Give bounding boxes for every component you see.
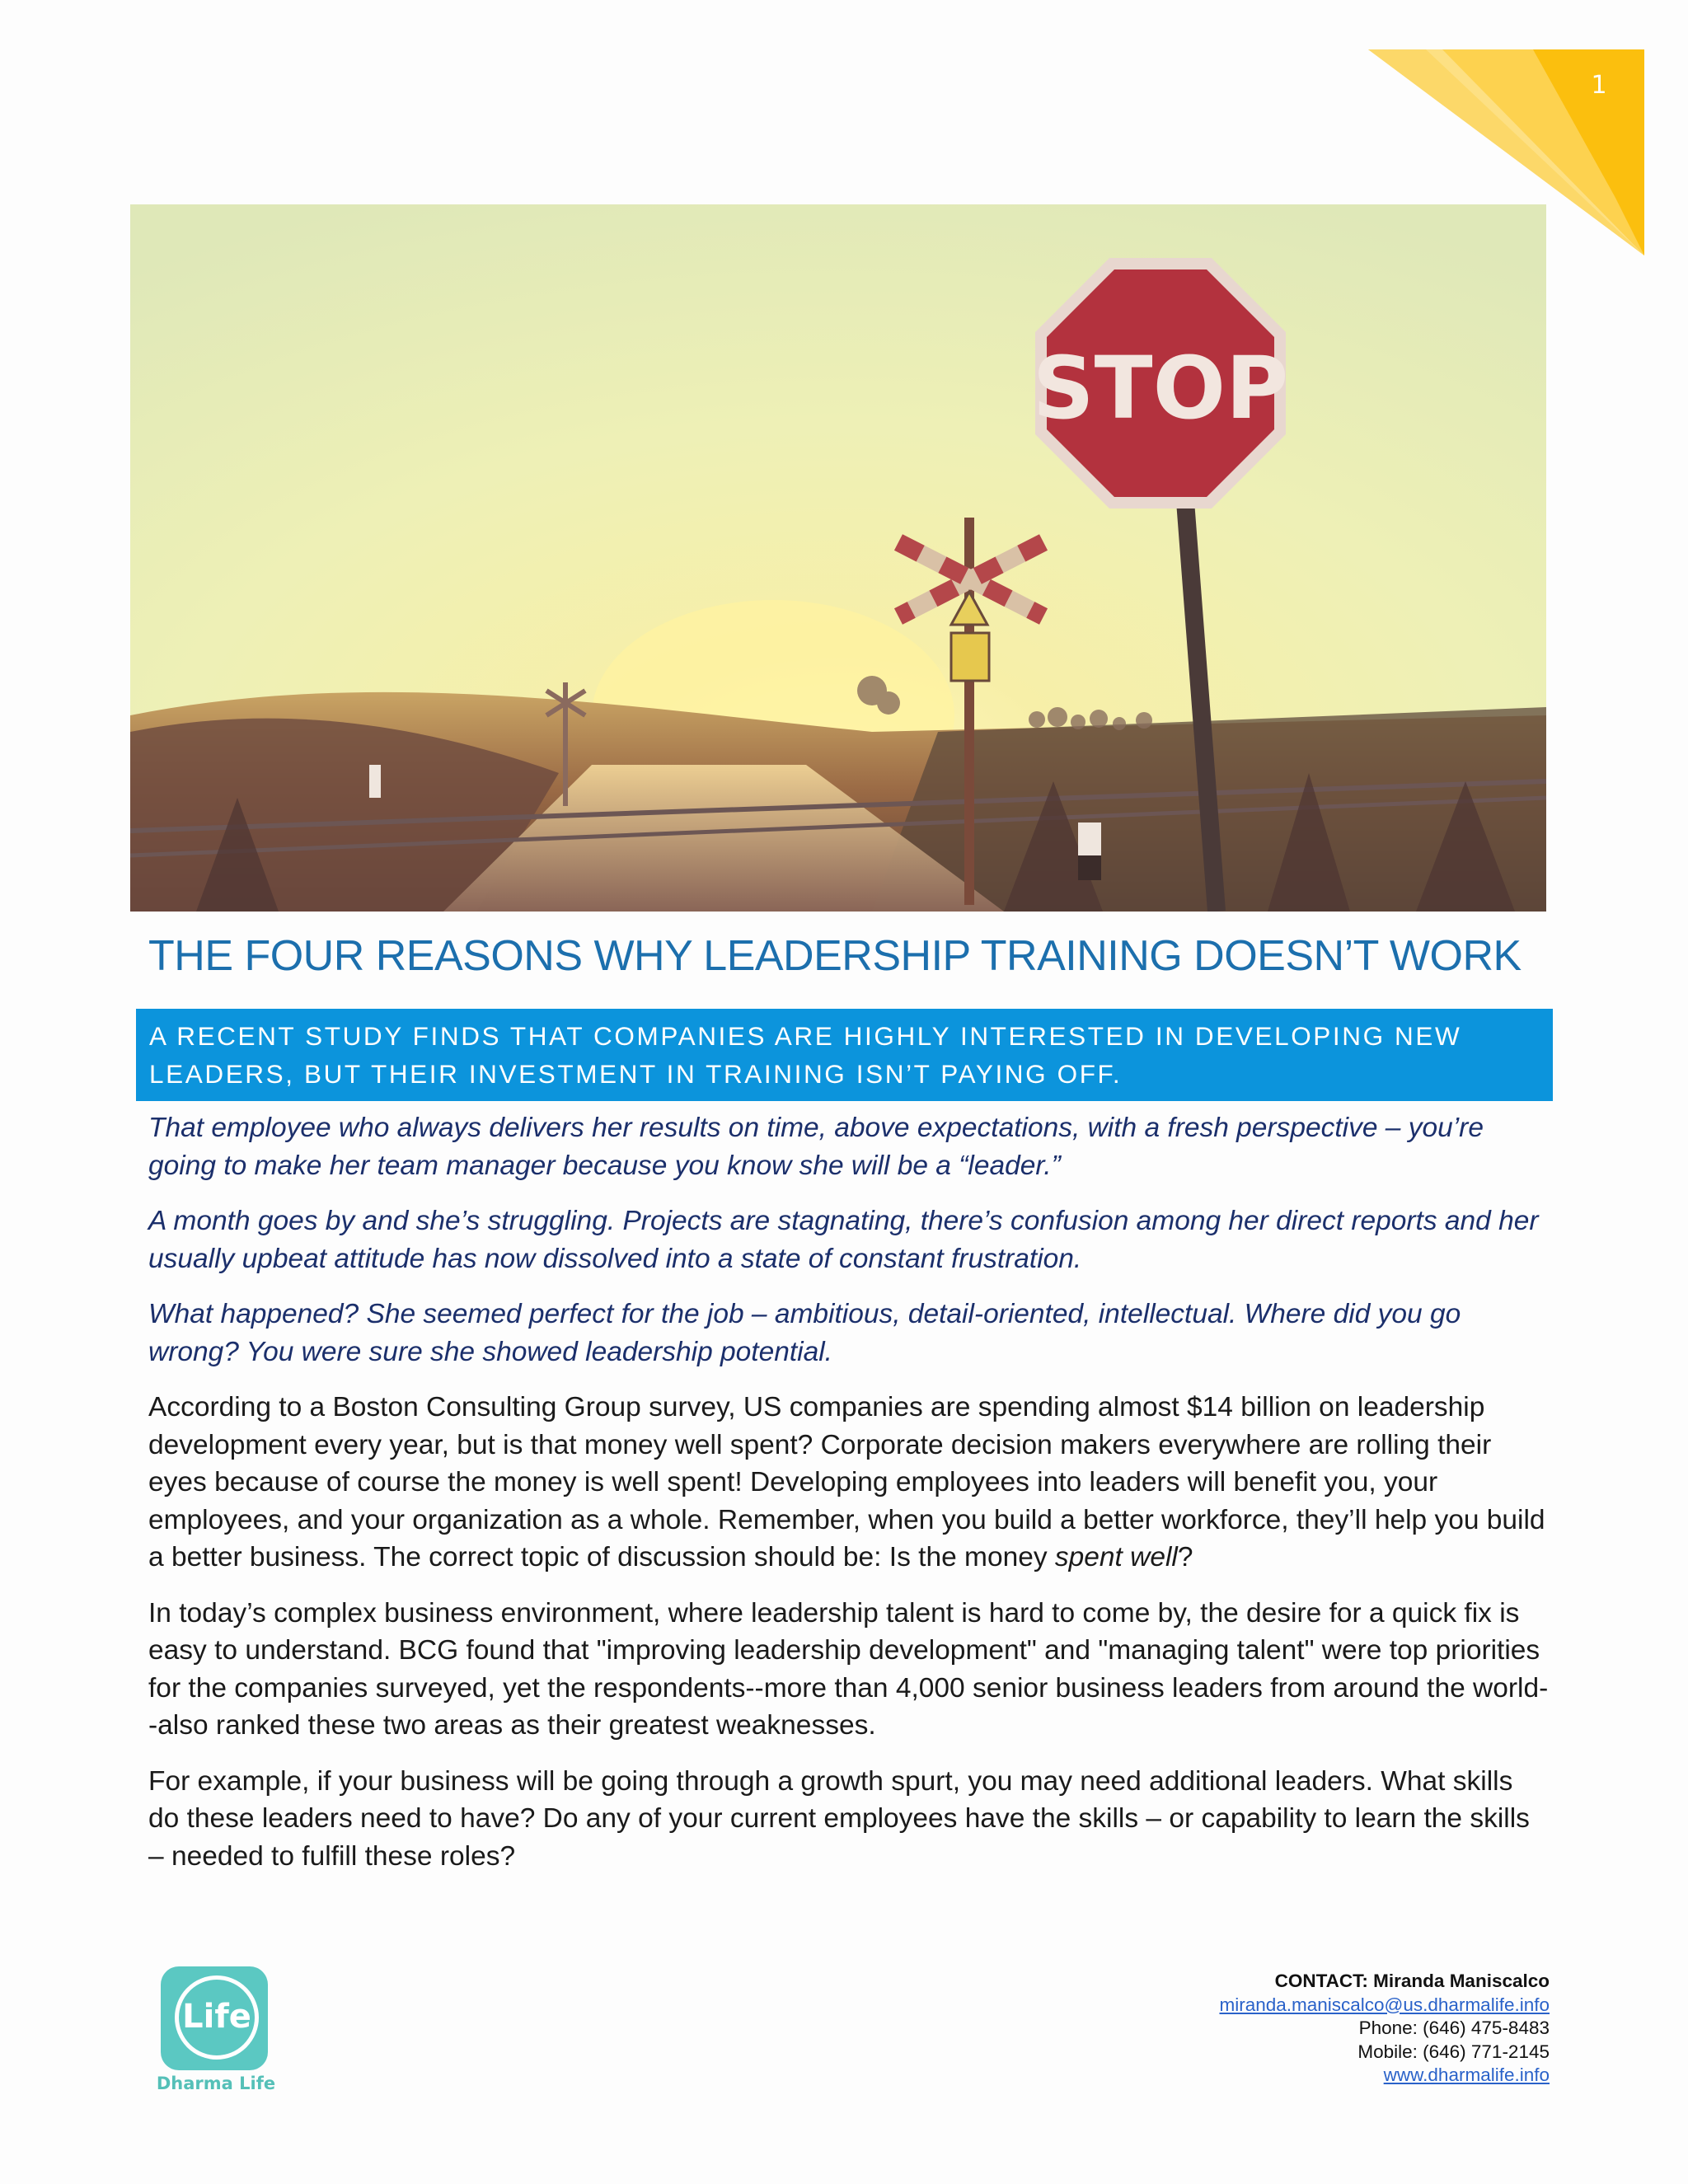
dharma-life-logo	[157, 1966, 280, 2098]
website-link[interactable]: www.dharmalife.info	[1383, 2064, 1550, 2085]
stop-sign-text: STOP	[1032, 338, 1289, 438]
body-paragraph: In today’s complex business environment, where leadership talent is hard to come by, the desire for a quick fix is easy to understand. BCG found that "improving leadership development" and "managing talent" were top priorities for the companies surveyed, yet the respondents--more than 4,000 senior business leaders from around the world--also ranked these two areas as their greatest weaknesses.	[148, 1597, 1549, 1741]
page-number: 1	[1591, 71, 1607, 100]
body-paragraph: For example, if your business will be going through a growth spurt, you may need additional leaders. What skills do these leaders need to have? Do any of your current employees have the skills – or capability to learn the skills – needed to fulfill these roles?	[148, 1765, 1530, 1872]
stop-sign-railroad-crossing-photo	[130, 204, 1546, 912]
intro-paragraph: That employee who always delivers her results on time, above expectations, with a fresh perspective – you’re going to make her team manager because you know she will be a “leader.”	[148, 1113, 1484, 1181]
logo-word: Life	[182, 1998, 251, 2036]
article-title: THE FOUR REASONS WHY LEADERSHIP TRAINING DOESN’T WORK	[148, 932, 1522, 980]
contact-phone: Phone: (646) 475-8483	[1358, 2018, 1550, 2038]
logo-caption: Dharma Life	[156, 2074, 276, 2093]
subtitle-banner	[136, 1009, 1553, 1101]
contact-label: CONTACT: Miranda Maniscalco	[1274, 1971, 1550, 1991]
contact-mobile: Mobile: (646) 771-2145	[1357, 2041, 1550, 2062]
body-paragraph	[148, 1389, 1550, 1577]
emphasis-text: spent well	[1054, 1542, 1178, 1572]
question-mark: ?	[1177, 1542, 1193, 1572]
article-body	[148, 1109, 1550, 1893]
intro-paragraph: What happened? She seemed perfect for the job – ambitious, detail-oriented, intellectual. Where did you go wrong? You were sure she showed leadership potential.	[148, 1299, 1461, 1367]
intro-paragraph: A month goes by and she’s struggling. Projects are stagnating, there’s confusion among her direct reports and her usually upbeat attitude has now dissolved into a state of constant frustration.	[148, 1206, 1539, 1274]
logo-icon	[161, 1966, 268, 2070]
banner-text: A RECENT STUDY FINDS THAT COMPANIES ARE HIGHLY INTERESTED IN DEVELOPING NEW LEADERS, BUT THEIR INVESTMENT IN TRAINING ISN’T PAYING OFF.	[149, 1021, 1462, 1089]
contact-block	[1055, 1970, 1550, 2088]
body-paragraph-text: According to a Boston Consulting Group survey, US companies are spending almost $14 billion on leadership development every year, but is that money well spent? Corporate decision makers everywhere are rolling their eyes because of course the money is well spent! Developing employees into leaders will benefit you, your employees, and your organization as a whole. Remember, when you build a better workforce, they’ll help you build a better business. The correct topic of discussion should be: Is the money	[148, 1392, 1545, 1572]
contact-email-link[interactable]: miranda.maniscalco@us.dharmalife.info	[1219, 1994, 1550, 2015]
hero-image	[130, 204, 1546, 912]
